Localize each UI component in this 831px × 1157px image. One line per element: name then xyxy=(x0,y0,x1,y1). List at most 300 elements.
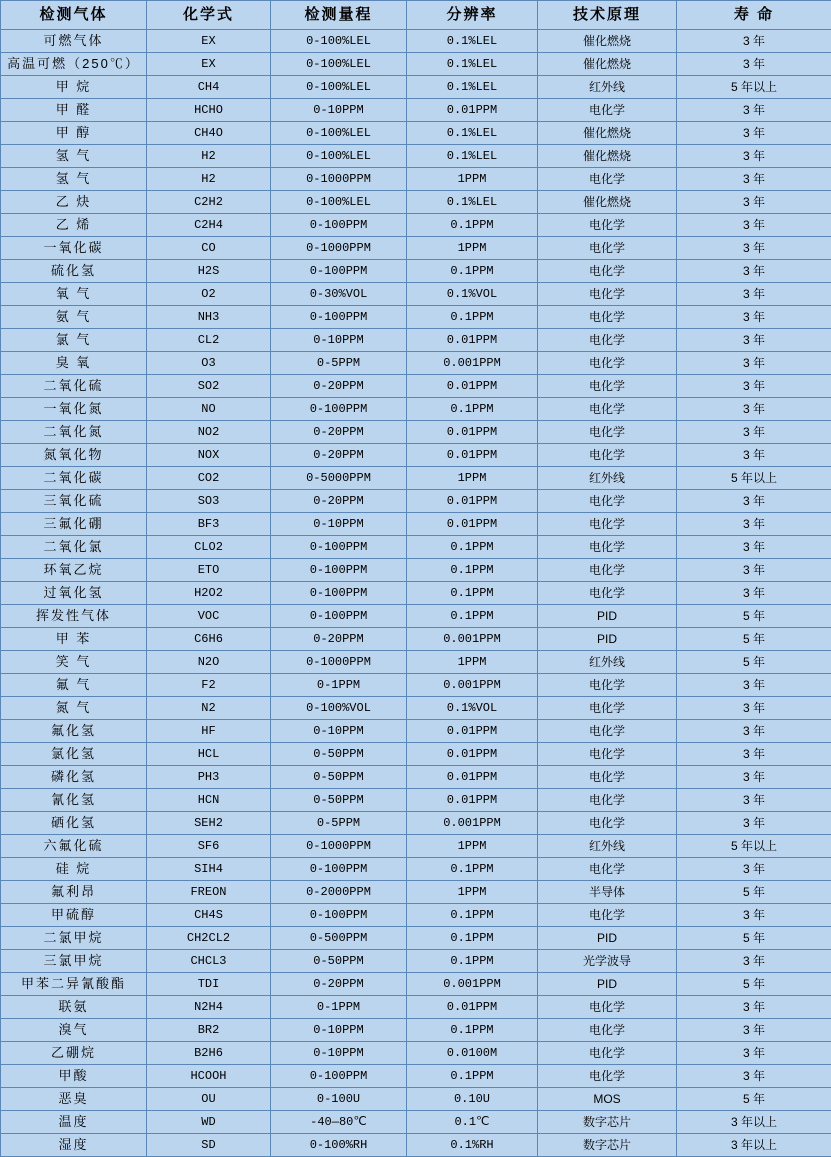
cell-resolution: 1PPM xyxy=(407,881,538,904)
cell-life: 3 年以上 xyxy=(677,1111,831,1134)
cell-resolution: 1PPM xyxy=(407,467,538,490)
cell-principle: 电化学 xyxy=(538,168,677,191)
cell-range: 0-20PPM xyxy=(271,421,407,444)
cell-gas: 六氟化硫 xyxy=(1,835,147,858)
cell-principle: PID xyxy=(538,927,677,950)
table-header-row xyxy=(1,1,831,30)
cell-formula: N2H4 xyxy=(147,996,271,1019)
cell-gas: 甲酸 xyxy=(1,1065,147,1088)
cell-range: 0-100PPM xyxy=(271,904,407,927)
cell-principle: 电化学 xyxy=(538,375,677,398)
cell-principle: 电化学 xyxy=(538,513,677,536)
cell-range: 0-500PPM xyxy=(271,927,407,950)
cell-life: 3 年以上 xyxy=(677,1134,831,1157)
cell-resolution: 0.1%LEL xyxy=(407,30,538,53)
cell-resolution: 0.1PPM xyxy=(407,536,538,559)
cell-resolution: 0.1PPM xyxy=(407,904,538,927)
table-row xyxy=(1,283,831,306)
cell-formula: PH3 xyxy=(147,766,271,789)
table-row xyxy=(1,812,831,835)
cell-resolution: 1PPM xyxy=(407,651,538,674)
cell-range: 0-100PPM xyxy=(271,559,407,582)
cell-life: 3 年 xyxy=(677,214,831,237)
table-row xyxy=(1,467,831,490)
cell-life: 5 年以上 xyxy=(677,835,831,858)
cell-gas: 二氧化碳 xyxy=(1,467,147,490)
cell-life: 3 年 xyxy=(677,582,831,605)
cell-life: 3 年 xyxy=(677,260,831,283)
cell-gas: 氟化氢 xyxy=(1,720,147,743)
cell-principle: 电化学 xyxy=(538,789,677,812)
cell-resolution: 0.01PPM xyxy=(407,996,538,1019)
cell-formula: NH3 xyxy=(147,306,271,329)
cell-gas: 过氧化氢 xyxy=(1,582,147,605)
cell-resolution: 0.001PPM xyxy=(407,628,538,651)
cell-life: 3 年 xyxy=(677,1042,831,1065)
table-row xyxy=(1,743,831,766)
cell-range: 0-100PPM xyxy=(271,858,407,881)
cell-gas: 硫化氢 xyxy=(1,260,147,283)
cell-formula: VOC xyxy=(147,605,271,628)
cell-gas: 笑 气 xyxy=(1,651,147,674)
cell-gas: 恶臭 xyxy=(1,1088,147,1111)
cell-range: 0-100PPM xyxy=(271,582,407,605)
cell-range: 0-50PPM xyxy=(271,766,407,789)
cell-life: 3 年 xyxy=(677,812,831,835)
cell-formula: O2 xyxy=(147,283,271,306)
cell-gas: 硅 烷 xyxy=(1,858,147,881)
cell-resolution: 0.1PPM xyxy=(407,559,538,582)
cell-life: 3 年 xyxy=(677,168,831,191)
cell-principle: 电化学 xyxy=(538,858,677,881)
cell-formula: WD xyxy=(147,1111,271,1134)
cell-life: 3 年 xyxy=(677,237,831,260)
cell-gas: 臭 氧 xyxy=(1,352,147,375)
cell-formula: B2H6 xyxy=(147,1042,271,1065)
cell-range: 0-100%LEL xyxy=(271,76,407,99)
cell-range: 0-100%LEL xyxy=(271,145,407,168)
cell-resolution: 0.01PPM xyxy=(407,789,538,812)
cell-formula: SO3 xyxy=(147,490,271,513)
cell-range: 0-100%LEL xyxy=(271,53,407,76)
cell-formula: BR2 xyxy=(147,1019,271,1042)
cell-gas: 乙 烯 xyxy=(1,214,147,237)
cell-life: 3 年 xyxy=(677,766,831,789)
cell-principle: 电化学 xyxy=(538,536,677,559)
cell-range: -40—80℃ xyxy=(271,1111,407,1134)
cell-principle: 电化学 xyxy=(538,99,677,122)
cell-life: 3 年 xyxy=(677,30,831,53)
cell-range: 0-2000PPM xyxy=(271,881,407,904)
table-row xyxy=(1,559,831,582)
cell-range: 0-100PPM xyxy=(271,306,407,329)
cell-resolution: 0.01PPM xyxy=(407,99,538,122)
cell-range: 0-100%LEL xyxy=(271,122,407,145)
cell-formula: SF6 xyxy=(147,835,271,858)
table-row xyxy=(1,697,831,720)
cell-formula: O3 xyxy=(147,352,271,375)
table-body xyxy=(1,30,831,1157)
cell-resolution: 0.1%LEL xyxy=(407,53,538,76)
cell-formula: CO2 xyxy=(147,467,271,490)
table-row xyxy=(1,329,831,352)
table-row xyxy=(1,927,831,950)
cell-principle: 电化学 xyxy=(538,1042,677,1065)
cell-gas: 高温可燃（250℃） xyxy=(1,53,147,76)
cell-principle: 半导体 xyxy=(538,881,677,904)
cell-range: 0-1000PPM xyxy=(271,835,407,858)
cell-range: 0-100%LEL xyxy=(271,30,407,53)
cell-principle: 电化学 xyxy=(538,812,677,835)
cell-range: 0-20PPM xyxy=(271,375,407,398)
cell-resolution: 0.1PPM xyxy=(407,605,538,628)
cell-resolution: 1PPM xyxy=(407,237,538,260)
cell-gas: 一氧化氮 xyxy=(1,398,147,421)
cell-range: 0-5PPM xyxy=(271,352,407,375)
cell-principle: 催化燃烧 xyxy=(538,53,677,76)
table-row xyxy=(1,76,831,99)
cell-life: 3 年 xyxy=(677,904,831,927)
cell-gas: 氨 气 xyxy=(1,306,147,329)
cell-gas: 三氧化硫 xyxy=(1,490,147,513)
table-row xyxy=(1,260,831,283)
cell-formula: SO2 xyxy=(147,375,271,398)
cell-formula: HCN xyxy=(147,789,271,812)
table-row xyxy=(1,789,831,812)
cell-life: 3 年 xyxy=(677,513,831,536)
cell-life: 3 年 xyxy=(677,674,831,697)
table-row xyxy=(1,651,831,674)
cell-resolution: 0.1PPM xyxy=(407,858,538,881)
cell-resolution: 0.01PPM xyxy=(407,375,538,398)
table-row xyxy=(1,99,831,122)
cell-resolution: 0.1PPM xyxy=(407,214,538,237)
cell-principle: 电化学 xyxy=(538,720,677,743)
cell-life: 3 年 xyxy=(677,743,831,766)
cell-life: 3 年 xyxy=(677,1065,831,1088)
cell-principle: 电化学 xyxy=(538,214,677,237)
cell-principle: 电化学 xyxy=(538,766,677,789)
cell-range: 0-100%LEL xyxy=(271,191,407,214)
cell-gas: 氢 气 xyxy=(1,168,147,191)
cell-range: 0-10PPM xyxy=(271,329,407,352)
cell-life: 3 年 xyxy=(677,99,831,122)
cell-life: 3 年 xyxy=(677,191,831,214)
cell-gas: 温度 xyxy=(1,1111,147,1134)
cell-principle: 红外线 xyxy=(538,467,677,490)
table-row xyxy=(1,1065,831,1088)
cell-gas: 甲硫醇 xyxy=(1,904,147,927)
cell-range: 0-50PPM xyxy=(271,950,407,973)
cell-formula: N2 xyxy=(147,697,271,720)
cell-resolution: 0.1%VOL xyxy=(407,697,538,720)
cell-principle: 电化学 xyxy=(538,559,677,582)
table-row xyxy=(1,720,831,743)
cell-formula: H2O2 xyxy=(147,582,271,605)
cell-range: 0-1000PPM xyxy=(271,168,407,191)
cell-formula: HCL xyxy=(147,743,271,766)
cell-gas: 乙硼烷 xyxy=(1,1042,147,1065)
cell-principle: 红外线 xyxy=(538,651,677,674)
column-header-resolution: 分辨率 xyxy=(407,1,538,30)
cell-life: 3 年 xyxy=(677,421,831,444)
cell-principle: 电化学 xyxy=(538,260,677,283)
cell-gas: 挥发性气体 xyxy=(1,605,147,628)
table-row xyxy=(1,766,831,789)
cell-range: 0-100U xyxy=(271,1088,407,1111)
cell-range: 0-1PPM xyxy=(271,996,407,1019)
cell-principle: 电化学 xyxy=(538,1019,677,1042)
cell-resolution: 0.1%LEL xyxy=(407,122,538,145)
cell-principle: 红外线 xyxy=(538,76,677,99)
cell-range: 0-20PPM xyxy=(271,973,407,996)
cell-formula: FREON xyxy=(147,881,271,904)
cell-resolution: 0.01PPM xyxy=(407,743,538,766)
cell-range: 0-1000PPM xyxy=(271,237,407,260)
cell-gas: 甲 苯 xyxy=(1,628,147,651)
cell-life: 3 年 xyxy=(677,490,831,513)
cell-formula: H2 xyxy=(147,168,271,191)
cell-formula: C2H4 xyxy=(147,214,271,237)
table-row xyxy=(1,605,831,628)
cell-gas: 环氧乙烷 xyxy=(1,559,147,582)
cell-gas: 二氧化氯 xyxy=(1,536,147,559)
cell-formula: HCOOH xyxy=(147,1065,271,1088)
cell-resolution: 0.1PPM xyxy=(407,260,538,283)
table-row xyxy=(1,444,831,467)
table-row xyxy=(1,1019,831,1042)
cell-life: 3 年 xyxy=(677,398,831,421)
cell-range: 0-100PPM xyxy=(271,214,407,237)
cell-life: 3 年 xyxy=(677,145,831,168)
cell-formula: EX xyxy=(147,53,271,76)
cell-formula: NO2 xyxy=(147,421,271,444)
cell-life: 3 年 xyxy=(677,950,831,973)
cell-resolution: 0.01PPM xyxy=(407,720,538,743)
cell-formula: SEH2 xyxy=(147,812,271,835)
cell-formula: CLO2 xyxy=(147,536,271,559)
cell-life: 3 年 xyxy=(677,122,831,145)
cell-principle: 催化燃烧 xyxy=(538,145,677,168)
cell-principle: 催化燃烧 xyxy=(538,122,677,145)
cell-principle: 电化学 xyxy=(538,582,677,605)
cell-resolution: 0.1%LEL xyxy=(407,76,538,99)
table-row xyxy=(1,835,831,858)
cell-life: 3 年 xyxy=(677,858,831,881)
cell-range: 0-30%VOL xyxy=(271,283,407,306)
cell-gas: 联氨 xyxy=(1,996,147,1019)
cell-formula: CHCL3 xyxy=(147,950,271,973)
cell-formula: NO xyxy=(147,398,271,421)
cell-principle: 电化学 xyxy=(538,306,677,329)
cell-life: 3 年 xyxy=(677,697,831,720)
cell-formula: TDI xyxy=(147,973,271,996)
cell-formula: CH2CL2 xyxy=(147,927,271,950)
cell-range: 0-10PPM xyxy=(271,1019,407,1042)
column-header-principle: 技术原理 xyxy=(538,1,677,30)
cell-life: 3 年 xyxy=(677,444,831,467)
table-row xyxy=(1,674,831,697)
cell-gas: 氟利昂 xyxy=(1,881,147,904)
cell-principle: 电化学 xyxy=(538,697,677,720)
column-header-gas: 检测气体 xyxy=(1,1,147,30)
cell-life: 3 年 xyxy=(677,375,831,398)
cell-principle: 电化学 xyxy=(538,283,677,306)
table-row xyxy=(1,53,831,76)
table-row xyxy=(1,214,831,237)
cell-life: 3 年 xyxy=(677,352,831,375)
cell-resolution: 0.001PPM xyxy=(407,352,538,375)
cell-range: 0-20PPM xyxy=(271,444,407,467)
table-row xyxy=(1,352,831,375)
cell-formula: BF3 xyxy=(147,513,271,536)
cell-resolution: 0.001PPM xyxy=(407,973,538,996)
cell-range: 0-100PPM xyxy=(271,260,407,283)
table-row xyxy=(1,858,831,881)
cell-range: 0-100PPM xyxy=(271,1065,407,1088)
cell-principle: PID xyxy=(538,605,677,628)
table-row xyxy=(1,973,831,996)
cell-resolution: 0.1PPM xyxy=(407,306,538,329)
cell-life: 3 年 xyxy=(677,536,831,559)
cell-resolution: 0.01PPM xyxy=(407,444,538,467)
cell-life: 5 年以上 xyxy=(677,76,831,99)
cell-principle: 电化学 xyxy=(538,743,677,766)
cell-formula: CH4O xyxy=(147,122,271,145)
cell-formula: SD xyxy=(147,1134,271,1157)
cell-principle: 电化学 xyxy=(538,444,677,467)
table-row xyxy=(1,1088,831,1111)
cell-principle: 电化学 xyxy=(538,398,677,421)
cell-principle: MOS xyxy=(538,1088,677,1111)
cell-formula: C2H2 xyxy=(147,191,271,214)
table-row xyxy=(1,1134,831,1157)
cell-resolution: 0.10U xyxy=(407,1088,538,1111)
cell-resolution: 0.1%RH xyxy=(407,1134,538,1157)
cell-resolution: 1PPM xyxy=(407,835,538,858)
cell-principle: 电化学 xyxy=(538,1065,677,1088)
cell-gas: 氯 气 xyxy=(1,329,147,352)
cell-life: 3 年 xyxy=(677,53,831,76)
cell-gas: 甲 醇 xyxy=(1,122,147,145)
cell-life: 5 年 xyxy=(677,1088,831,1111)
cell-formula: OU xyxy=(147,1088,271,1111)
table-row xyxy=(1,421,831,444)
cell-gas: 一氧化碳 xyxy=(1,237,147,260)
cell-life: 3 年 xyxy=(677,996,831,1019)
cell-resolution: 0.01PPM xyxy=(407,421,538,444)
table-row xyxy=(1,628,831,651)
cell-principle: 电化学 xyxy=(538,674,677,697)
cell-range: 0-100PPM xyxy=(271,605,407,628)
cell-range: 0-5PPM xyxy=(271,812,407,835)
cell-gas: 磷化氢 xyxy=(1,766,147,789)
cell-life: 5 年 xyxy=(677,973,831,996)
cell-gas: 湿度 xyxy=(1,1134,147,1157)
cell-gas: 二氧化氮 xyxy=(1,421,147,444)
cell-principle: 催化燃烧 xyxy=(538,30,677,53)
cell-gas: 二氯甲烷 xyxy=(1,927,147,950)
cell-gas: 氰化氢 xyxy=(1,789,147,812)
cell-resolution: 0.1PPM xyxy=(407,927,538,950)
cell-range: 0-5000PPM xyxy=(271,467,407,490)
cell-formula: N2O xyxy=(147,651,271,674)
table-row xyxy=(1,145,831,168)
cell-life: 3 年 xyxy=(677,329,831,352)
cell-formula: CL2 xyxy=(147,329,271,352)
cell-resolution: 0.0100M xyxy=(407,1042,538,1065)
cell-gas: 甲 醛 xyxy=(1,99,147,122)
cell-principle: 电化学 xyxy=(538,421,677,444)
cell-resolution: 0.01PPM xyxy=(407,490,538,513)
column-header-formula: 化学式 xyxy=(147,1,271,30)
cell-resolution: 0.001PPM xyxy=(407,812,538,835)
cell-range: 0-100%RH xyxy=(271,1134,407,1157)
cell-range: 0-10PPM xyxy=(271,513,407,536)
cell-formula: H2 xyxy=(147,145,271,168)
cell-range: 0-20PPM xyxy=(271,490,407,513)
cell-gas: 氮氧化物 xyxy=(1,444,147,467)
table-row xyxy=(1,996,831,1019)
cell-gas: 乙 炔 xyxy=(1,191,147,214)
cell-gas: 三氟化硼 xyxy=(1,513,147,536)
cell-life: 5 年 xyxy=(677,651,831,674)
cell-resolution: 0.1PPM xyxy=(407,950,538,973)
cell-principle: 催化燃烧 xyxy=(538,191,677,214)
cell-principle: 数字芯片 xyxy=(538,1111,677,1134)
cell-gas: 三氯甲烷 xyxy=(1,950,147,973)
cell-range: 0-100PPM xyxy=(271,536,407,559)
cell-life: 3 年 xyxy=(677,1019,831,1042)
table-row xyxy=(1,950,831,973)
cell-gas: 可燃气体 xyxy=(1,30,147,53)
cell-formula: H2S xyxy=(147,260,271,283)
table-row xyxy=(1,237,831,260)
cell-gas: 溴气 xyxy=(1,1019,147,1042)
cell-range: 0-10PPM xyxy=(271,720,407,743)
cell-resolution: 0.01PPM xyxy=(407,513,538,536)
cell-life: 3 年 xyxy=(677,789,831,812)
cell-range: 0-1000PPM xyxy=(271,651,407,674)
table-row xyxy=(1,490,831,513)
cell-life: 5 年 xyxy=(677,628,831,651)
cell-gas: 甲苯二异氰酸酯 xyxy=(1,973,147,996)
cell-principle: 电化学 xyxy=(538,352,677,375)
cell-resolution: 0.1PPM xyxy=(407,1019,538,1042)
cell-resolution: 0.1℃ xyxy=(407,1111,538,1134)
cell-range: 0-50PPM xyxy=(271,789,407,812)
cell-gas: 氯化氢 xyxy=(1,743,147,766)
cell-resolution: 0.1%LEL xyxy=(407,145,538,168)
cell-gas: 氟 气 xyxy=(1,674,147,697)
column-header-range: 检测量程 xyxy=(271,1,407,30)
cell-life: 5 年 xyxy=(677,605,831,628)
cell-life: 3 年 xyxy=(677,283,831,306)
cell-life: 3 年 xyxy=(677,306,831,329)
table-row xyxy=(1,1042,831,1065)
cell-resolution: 0.1%LEL xyxy=(407,191,538,214)
cell-resolution: 0.1PPM xyxy=(407,398,538,421)
cell-range: 0-20PPM xyxy=(271,628,407,651)
cell-principle: PID xyxy=(538,628,677,651)
cell-formula: CO xyxy=(147,237,271,260)
cell-resolution: 0.1PPM xyxy=(407,1065,538,1088)
cell-formula: F2 xyxy=(147,674,271,697)
cell-resolution: 0.01PPM xyxy=(407,329,538,352)
cell-principle: 电化学 xyxy=(538,904,677,927)
cell-gas: 甲 烷 xyxy=(1,76,147,99)
cell-principle: 电化学 xyxy=(538,237,677,260)
